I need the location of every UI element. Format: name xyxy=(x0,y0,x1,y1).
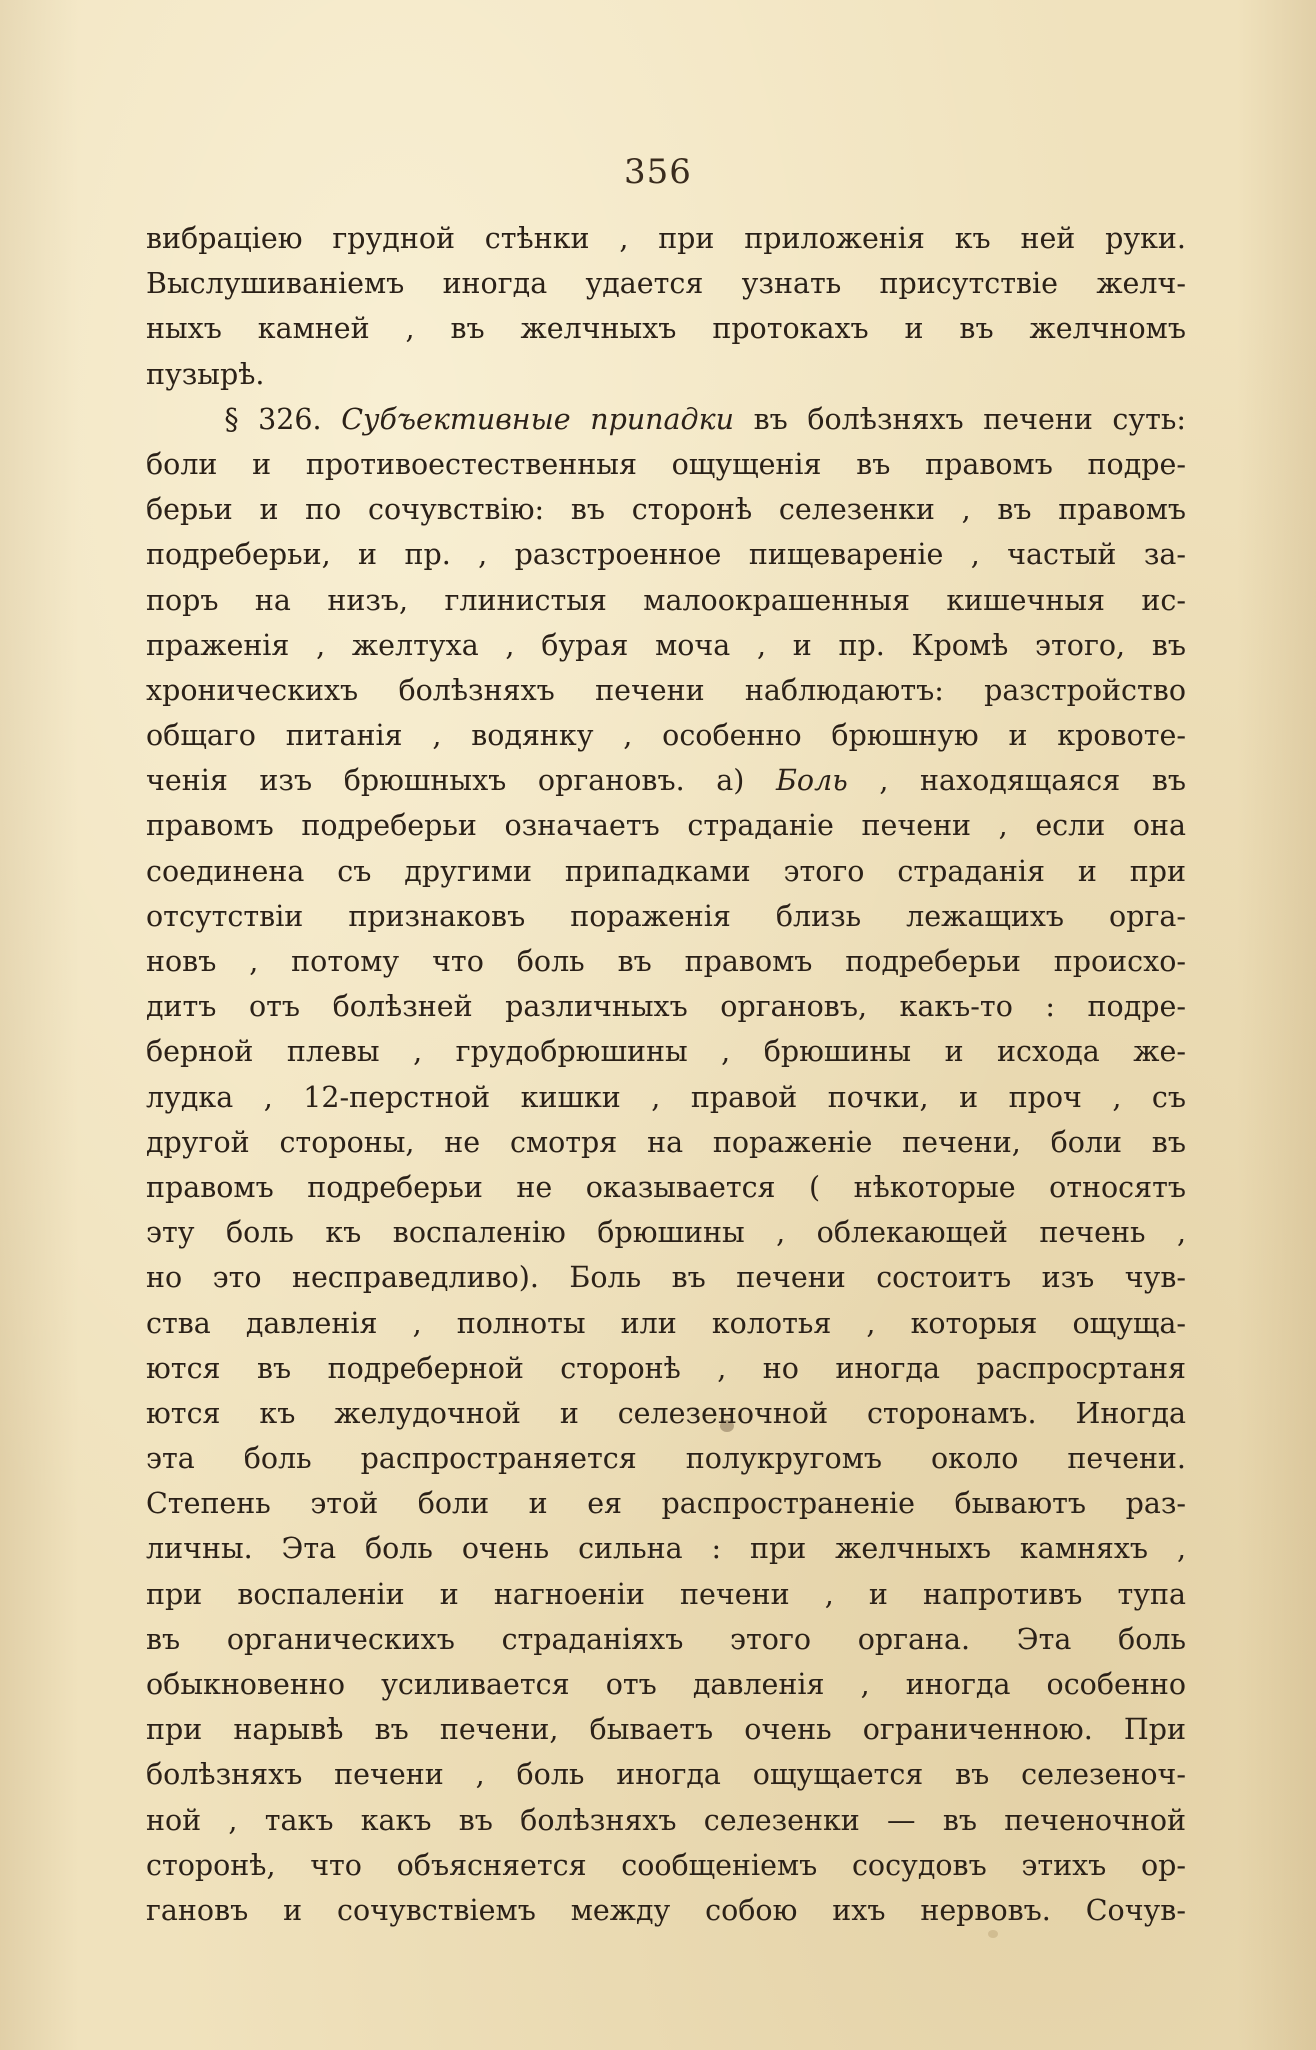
text-line: Степень этой боли и ея распространеніе бываютъ раз- xyxy=(146,1487,1186,1521)
text-line: ются къ желудочной и селезеночной сторонамъ. Иногда xyxy=(146,1396,1186,1430)
text-line: пузырѣ. xyxy=(146,357,265,391)
text-line: обыкновенно усиливается отъ давленія , иногда особенно xyxy=(146,1668,1186,1701)
text-line: боли и противоестественныя ощущенія въ правомъ подре- xyxy=(146,447,1186,481)
text-line: при нарывѣ въ печени, бываетъ очень ограниченною. При xyxy=(146,1713,1186,1747)
text-line: хроническихъ болѣзняхъ печени наблюдаютъ: разстройство xyxy=(146,673,1186,707)
text-line: но это несправедливо). Боль въ печени состоитъ изъ чув- xyxy=(146,1261,1186,1295)
section-term: Субъективные припадки xyxy=(341,402,734,436)
text-line: эту боль къ воспаленію брюшины , облекающей печень , xyxy=(146,1216,1186,1250)
text-line: новъ , потому что боль въ правомъ подреберьи происхо- xyxy=(146,945,1186,978)
text-line: общаго питанія , водянку , особенно брюшную и кровоте- xyxy=(146,719,1186,753)
text-line: соединена съ другими припадками этого страданія и при xyxy=(146,854,1186,888)
section-line-rest: въ болѣзняхъ печени суть: xyxy=(753,402,1186,436)
text-line: при воспаленіи и нагноеніи печени , и напротивъ тупа xyxy=(146,1577,1186,1611)
text-line: правомъ подреберьи означаетъ страданіе печени , если она xyxy=(146,809,1186,843)
body-text xyxy=(146,216,1186,1933)
text-line: дитъ отъ болѣзней различныхъ органовъ, какъ-то : подре- xyxy=(146,990,1186,1024)
text-line: поръ на низъ, глинистыя малоокрашенныя кишечныя ис- xyxy=(146,583,1186,617)
text-line: сторонѣ, что объясняется сообщеніемъ сосудовъ этихъ ор- xyxy=(146,1848,1186,1882)
text-line: правомъ подреберьи не оказывается ( нѣкоторые относятъ xyxy=(146,1170,1186,1204)
text-line: вибраціею грудной стѣнки , при приложенія къ ней руки. xyxy=(146,222,1186,255)
text-line: эта боль распространяется полукругомъ около печени. xyxy=(146,1442,1186,1476)
page-number: 356 xyxy=(624,152,692,192)
text-line: Выслушиваніемъ иногда удается узнать присутствіе желч- xyxy=(146,267,1186,301)
text-line: отсутствіи признаковъ пораженія близь лежащихъ орга- xyxy=(146,899,1186,933)
text-line: ются въ подреберной сторонѣ , но иногда распросртаня xyxy=(146,1351,1186,1385)
text-line: въ органическихъ страданіяхъ этого органа. Эта боль xyxy=(146,1622,1186,1656)
text-line: ныхъ камней , въ желчныхъ протокахъ и въ желчномъ xyxy=(146,312,1186,346)
line-segment: ченія изъ брюшныхъ органовъ. а) xyxy=(146,764,745,798)
italic-term-bol: Боль xyxy=(775,764,848,798)
text-line xyxy=(146,758,1186,803)
line-segment: , находящаяся въ xyxy=(879,764,1186,798)
text-line: ства давленія , полноты или колотья , которыя ощуща- xyxy=(146,1306,1186,1340)
text-line: праженія , желтуха , бурая моча , и пр. Кромѣ этого, въ xyxy=(146,628,1186,662)
section-heading-line xyxy=(146,397,1186,442)
text-line: ной , такъ какъ въ болѣзняхъ селезенки — въ печеночной xyxy=(146,1803,1186,1837)
text-line: гановъ и сочувствіемъ между собою ихъ нервовъ. Сочув- xyxy=(146,1893,1186,1927)
text-line: берьи и по сочувствію: въ сторонѣ селезенки , въ правомъ xyxy=(146,493,1186,527)
text-line: берной плевы , грудобрюшины , брюшины и исхода же- xyxy=(146,1035,1186,1069)
text-line: подреберьи, и пр. , разстроенное пищевареніе , частый за- xyxy=(146,538,1186,572)
text-line: другой стороны, не смотря на пораженіе печени, боли въ xyxy=(146,1125,1186,1159)
section-number: § 326. xyxy=(224,402,322,436)
text-line: лудка , 12-перстной кишки , правой почки, и проч , съ xyxy=(146,1080,1186,1114)
text-line: личны. Эта боль очень сильна : при желчныхъ камняхъ , xyxy=(146,1532,1186,1566)
text-line: болѣзняхъ печени , боль иногда ощущается въ селезеноч- xyxy=(146,1758,1186,1792)
